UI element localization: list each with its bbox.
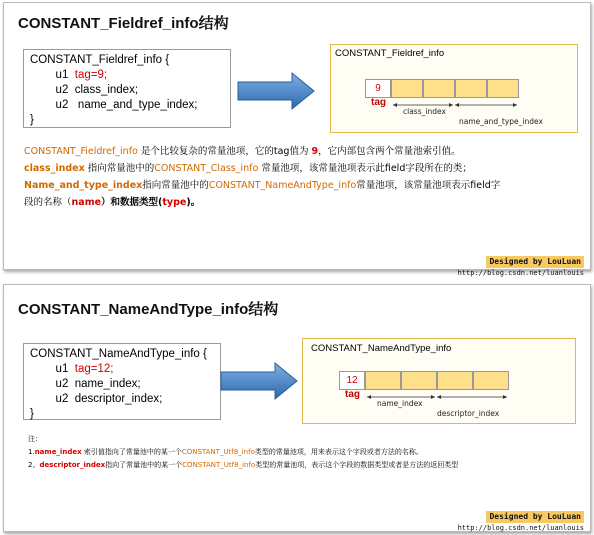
desc-line: class_index 指向常量池中的CONSTANT_Class_info 常量池项，该常量池项表示此field字段所在的类；: [24, 163, 472, 174]
struct-diagram: [330, 44, 578, 133]
blog-url: http://blog.csdn.net/luanlouis: [457, 269, 584, 277]
desc-line: 段的名称（name）和数据类型(type)。: [24, 197, 201, 208]
tag-label: tag: [345, 389, 360, 400]
code-line: }: [30, 114, 34, 126]
note-heading: 注：: [28, 435, 42, 443]
right-arrow-icon: [236, 71, 316, 111]
note-line: 2、descriptor_index指向了常量池中的某一个CONSTANT_Utf8_info类型的常量池项，表示这个字段的数据类型或者是方法的返回类型: [28, 461, 459, 469]
code-line: CONSTANT_NameAndType_info {: [30, 348, 207, 360]
byte-cell: [391, 79, 423, 98]
tag-label: tag: [371, 97, 386, 108]
description: [24, 143, 584, 211]
code-line: u2 descriptor_index;: [30, 393, 163, 405]
designer-badge: Designed by LouLuan: [486, 511, 584, 523]
byte-cell: [365, 371, 401, 390]
code-line: u2 name_and_type_index;: [30, 99, 198, 111]
designer-badge: Designed by LouLuan: [486, 256, 584, 268]
name-index-label: name_index: [377, 399, 423, 408]
signature: [458, 249, 584, 278]
code-line: u1 tag=12;: [30, 363, 114, 375]
byte-cell: [401, 371, 437, 390]
byte-cell: [437, 371, 473, 390]
tag-value-code: tag=12;: [74, 363, 114, 375]
right-arrow-icon: [219, 361, 299, 401]
code-line: }: [30, 408, 34, 420]
class-index-label: class_index: [403, 107, 446, 116]
blog-url: http://blog.csdn.net/luanlouis: [457, 524, 584, 532]
section-title: CONSTANT_Fieldref_info结构: [18, 15, 229, 32]
note-line: 1.name_index 索引值指向了常量池中的某一个CONSTANT_Utf8_info类型的常量池项，用来表示这个字段或者方法的名称。: [28, 448, 423, 456]
byte-layout: [365, 79, 551, 98]
struct-code-box: [23, 49, 231, 128]
fieldref-panel: [3, 2, 591, 277]
descriptor-index-label: descriptor_index: [437, 409, 500, 418]
byte-layout: [339, 371, 539, 390]
code-line: CONSTANT_Fieldref_info {: [30, 54, 170, 66]
byte-cell: [473, 371, 509, 390]
diagram-title: CONSTANT_Fieldref_info: [335, 48, 445, 59]
notes: [28, 433, 584, 472]
struct-code-box: [23, 343, 221, 420]
byte-cell: [423, 79, 455, 98]
section-title: CONSTANT_NameAndType_info结构: [18, 301, 279, 318]
name-and-type-label: name_and_type_index: [459, 117, 543, 126]
byte-cell: [487, 79, 519, 98]
code-line: u2 class_index;: [30, 84, 139, 96]
tag-cell: 9: [365, 79, 391, 98]
tag-value-code: tag=9;: [74, 69, 108, 81]
signature: [458, 504, 584, 533]
diagram-title: CONSTANT_NameAndType_info: [311, 343, 452, 354]
code-line: u1 tag=9;: [30, 69, 108, 81]
struct-diagram: [302, 338, 576, 424]
nameandtype-panel: [3, 284, 591, 532]
tag-cell: 12: [339, 371, 365, 390]
desc-line: CONSTANT_Fieldref_info 是个比较复杂的常量池项，它的tag值为 9，它内部包含两个常量池索引值。: [24, 146, 461, 157]
code-line: u2 name_index;: [30, 378, 141, 390]
desc-line: Name_and_type_index指向常量池中的CONSTANT_NameAndType_info常量池项，该常量池项表示field字: [24, 180, 501, 191]
byte-cell: [455, 79, 487, 98]
